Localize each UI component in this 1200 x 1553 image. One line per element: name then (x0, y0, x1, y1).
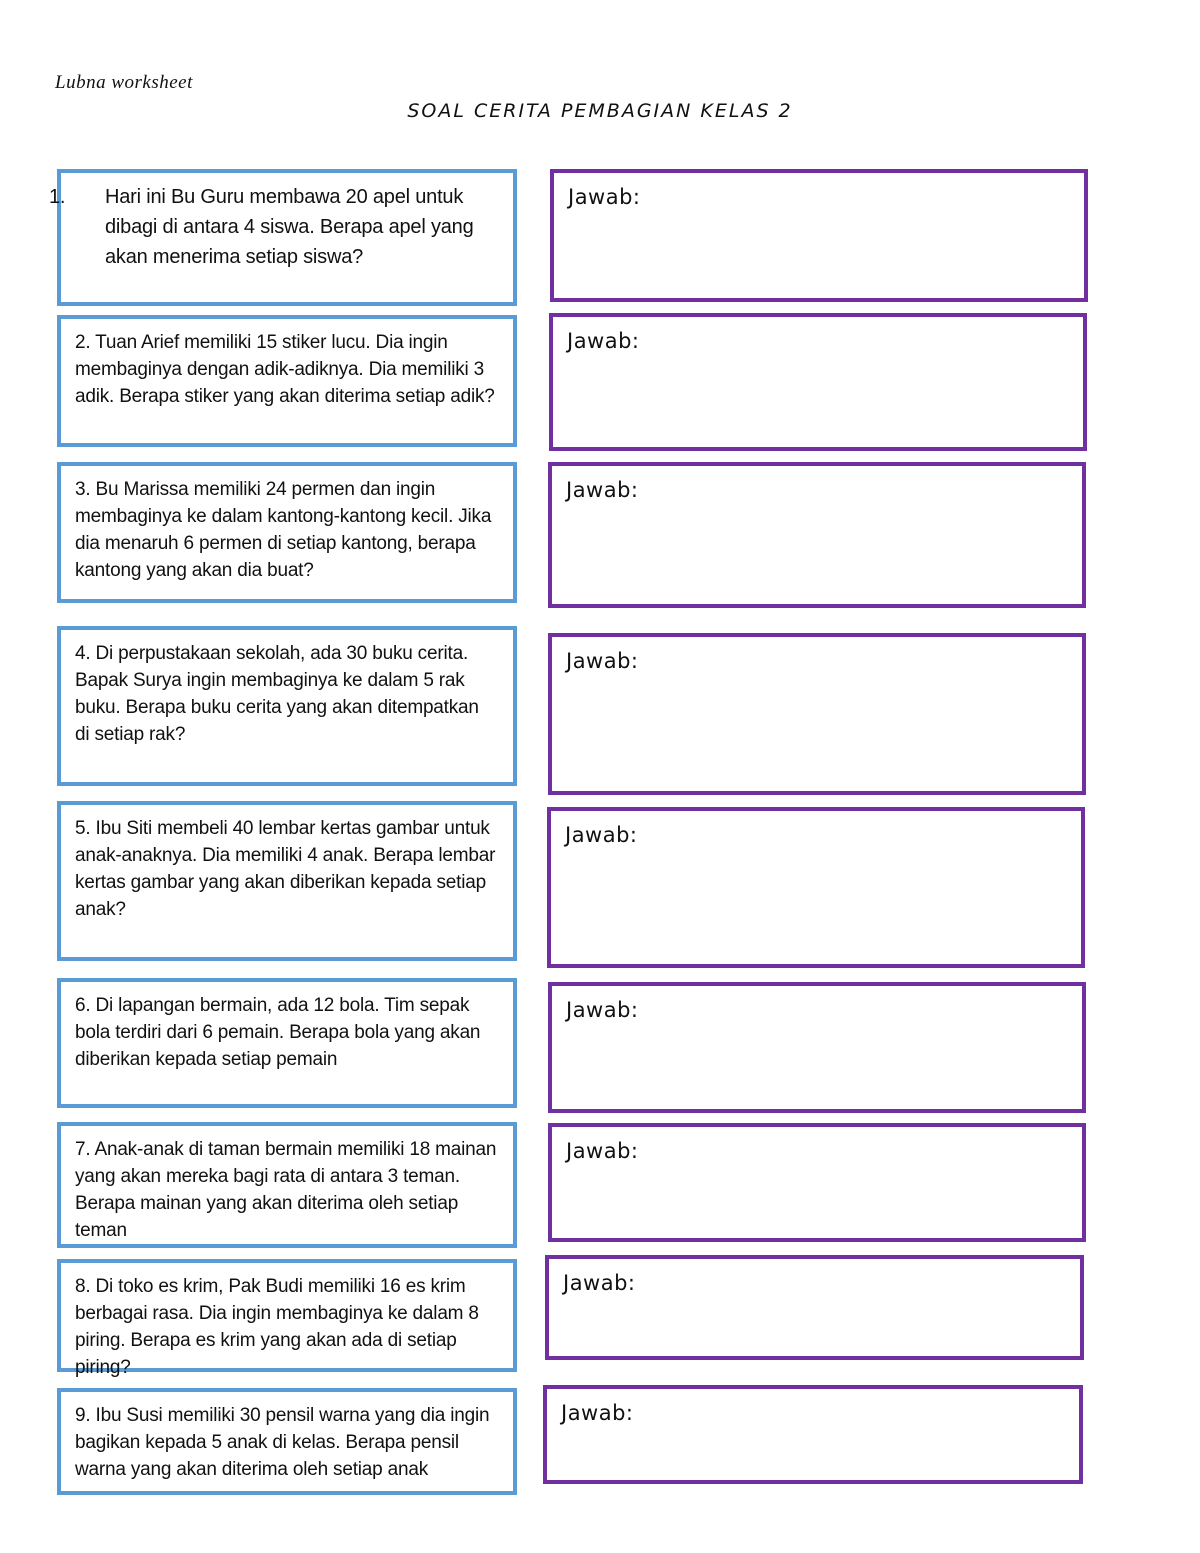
answer-box-8[interactable] (545, 1255, 1084, 1360)
answer-box-4[interactable] (548, 633, 1086, 795)
answer-label-8: Jawab: (563, 1271, 636, 1295)
question-box-1 (49, 169, 517, 306)
answer-label-9: Jawab: (561, 1401, 634, 1425)
question-text-4: 4. Di perpustakaan sekolah, ada 30 buku cerita. Bapak Surya ingin membaginya ke dalam 5 rak buku. Berapa buku cerita yang akan ditempatkan di setiap rak? (75, 643, 479, 745)
answer-box-6[interactable] (548, 982, 1086, 1113)
answer-box-1[interactable] (550, 169, 1088, 302)
answer-label-5: Jawab: (565, 823, 638, 847)
worksheet-brand: Lubna worksheet (55, 72, 193, 93)
question-box-4 (57, 626, 517, 786)
question-text-6: 6. Di lapangan bermain, ada 12 bola. Tim sepak bola terdiri dari 6 pemain. Berapa bola yang akan diberikan kepada setiap pemain (75, 995, 481, 1070)
question-text-9: 9. Ibu Susi memiliki 30 pensil warna yang dia ingin bagikan kepada 5 anak di kelas. Berapa pensil warna yang akan diterima oleh setiap anak (75, 1405, 490, 1480)
page-title: SOAL CERITA PEMBAGIAN KELAS 2 (407, 100, 793, 122)
answer-label-6: Jawab: (566, 998, 639, 1022)
answer-box-9[interactable] (543, 1385, 1083, 1484)
question-box-8 (57, 1259, 517, 1378)
question-box-6 (57, 978, 517, 1108)
question-box-3 (57, 462, 517, 603)
question-box-7 (57, 1122, 517, 1248)
question-text-5: 5. Ibu Siti membeli 40 lembar kertas gambar untuk anak-anaknya. Dia memiliki 4 anak. Berapa lembar kertas gambar yang akan diberikan kepada setiap anak? (75, 818, 496, 920)
question-number-1: 1. (49, 186, 66, 208)
answer-box-3[interactable] (548, 462, 1086, 608)
answer-label-2: Jawab: (567, 329, 640, 353)
answer-label-4: Jawab: (566, 649, 639, 673)
question-text-1: 1. Hari ini Bu Guru membawa 20 apel untuk dibagi di antara 4 siswa. Berapa apel yang akan menerima setiap siswa? (77, 182, 497, 272)
answer-box-5[interactable] (547, 807, 1085, 968)
question-text-3: 3. Bu Marissa memiliki 24 permen dan ingin membaginya ke dalam kantong-kantong kecil. Jika dia menaruh 6 permen di setiap kantong, berapa kantong yang akan dia buat? (75, 479, 492, 581)
answer-label-3: Jawab: (566, 478, 639, 502)
question-box-5 (57, 801, 517, 961)
question-text-7: 7. Anak-anak di taman bermain memiliki 18 mainan yang akan mereka bagi rata di antara 3 teman. Berapa mainan yang akan diterima oleh setiap teman (75, 1139, 497, 1241)
question-box-9 (57, 1388, 517, 1495)
answer-label-1: Jawab: (568, 185, 641, 209)
answer-box-7[interactable] (548, 1123, 1086, 1242)
answer-box-2[interactable] (549, 313, 1087, 451)
question-text-8: 8. Di toko es krim, Pak Budi memiliki 16 es krim berbagai rasa. Dia ingin membaginya ke dalam 8 piring. Berapa es krim yang akan ada di setiap piring? (75, 1276, 479, 1378)
question-text-2: 2. Tuan Arief memiliki 15 stiker lucu. Dia ingin membaginya dengan adik-adiknya. Dia memiliki 3 adik. Berapa stiker yang akan diterima setiap adik? (75, 332, 495, 407)
question-box-2 (57, 315, 517, 447)
answer-label-7: Jawab: (566, 1139, 639, 1163)
